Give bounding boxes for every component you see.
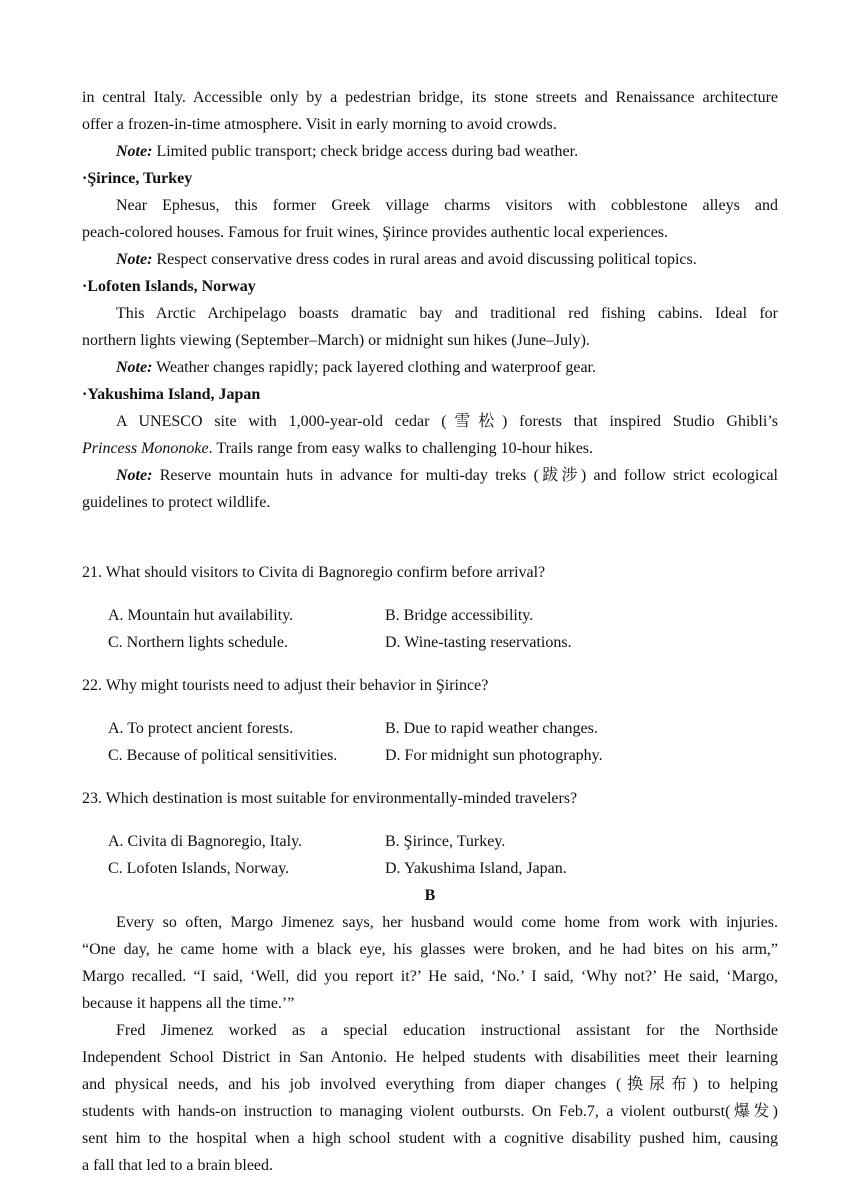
note-label: Note: bbox=[116, 359, 153, 376]
sirince-desc-line-1: Near Ephesus, this former Greek village charms visitors with cobblestone alleys and bbox=[116, 197, 778, 214]
question-stem: 23. Which destination is most suitable for environmentally-minded travelers? bbox=[82, 790, 578, 807]
passage-b-p2-line-2: Independent School District in San Antonio. He helped students with disabilities meet their learning bbox=[82, 1049, 778, 1066]
option-d: D. Wine-tasting reservations. bbox=[385, 634, 572, 651]
question-22 bbox=[82, 672, 778, 769]
question-23 bbox=[82, 785, 778, 882]
note-text: Limited public transport; check bridge access during bad weather. bbox=[152, 143, 579, 160]
option-row bbox=[82, 715, 778, 742]
option-b: B. Due to rapid weather changes. bbox=[385, 720, 598, 737]
question-stem: 21. What should visitors to Civita di Bagnoregio confirm before arrival? bbox=[82, 564, 546, 581]
sirince-note bbox=[82, 246, 778, 273]
note-label: Note: bbox=[116, 143, 153, 160]
passage-b-p2-line-5: sent him to the hospital when a high school student with a cognitive disability pushed him, causing bbox=[82, 1130, 778, 1147]
passage-b-p2-line-1: Fred Jimenez worked as a special education instructional assistant for the Northside bbox=[116, 1022, 778, 1039]
passage-b-p1-line-2: “One day, he came home with a black eye, his glasses were broken, and he had bites on his arm,” bbox=[82, 941, 778, 958]
passage-b-p2-line-3: and physical needs, and his job involved everything from diaper changes (换尿布) to helping bbox=[82, 1076, 778, 1093]
section-b-heading: B bbox=[424, 887, 436, 904]
lofoten-note bbox=[82, 354, 778, 381]
lofoten-heading: ·Lofoten Islands, Norway bbox=[82, 278, 256, 295]
option-a: A. Mountain hut availability. bbox=[108, 607, 294, 624]
option-row bbox=[82, 742, 778, 769]
option-b: B. Bridge accessibility. bbox=[385, 607, 534, 624]
note-label: Note: bbox=[116, 251, 153, 268]
civita-desc-line-1: in central Italy. Accessible only by a pedestrian bridge, its stone streets and Renaissance architecture bbox=[82, 89, 778, 106]
civita-note bbox=[82, 138, 778, 165]
lofoten-desc-line-1: This Arctic Archipelago boasts dramatic bay and traditional red fishing cabins. Ideal for bbox=[116, 305, 778, 322]
civita-desc-line-2: offer a frozen-in-time atmosphere. Visit in early morning to avoid crowds. bbox=[82, 116, 557, 133]
option-c: C. Northern lights schedule. bbox=[108, 634, 288, 651]
passage-b-p1-line-1: Every so often, Margo Jimenez says, her husband would come home from work with injuries. bbox=[116, 914, 778, 931]
option-row bbox=[82, 828, 778, 855]
option-d: D. Yakushima Island, Japan. bbox=[385, 860, 567, 877]
option-c: C. Because of political sensitivities. bbox=[108, 747, 338, 764]
question-stem: 22. Why might tourists need to adjust their behavior in Şirince? bbox=[82, 677, 489, 694]
yakushima-desc-line-1: A UNESCO site with 1,000-year-old cedar (雪松) forests that inspired Studio Ghibli’s bbox=[116, 413, 778, 430]
option-a: A. Civita di Bagnoregio, Italy. bbox=[108, 833, 303, 850]
question-21 bbox=[82, 559, 778, 656]
option-d: D. For midnight sun photography. bbox=[385, 747, 603, 764]
document-content bbox=[82, 84, 778, 1179]
yakushima-desc-line-2 bbox=[82, 435, 778, 462]
option-a: A. To protect ancient forests. bbox=[108, 720, 294, 737]
yakushima-note bbox=[82, 462, 778, 489]
option-c: C. Lofoten Islands, Norway. bbox=[108, 860, 290, 877]
passage-b-p1-line-4: because it happens all the time.’” bbox=[82, 995, 295, 1012]
option-row bbox=[82, 602, 778, 629]
option-row bbox=[82, 855, 778, 882]
note-text: Weather changes rapidly; pack layered clothing and waterproof gear. bbox=[152, 359, 596, 376]
note-label: Note: bbox=[116, 467, 153, 484]
note-text: Reserve mountain huts in advance for multi-day treks (跋涉) and follow strict ecological bbox=[152, 467, 778, 484]
sirince-heading: ·Şirince, Turkey bbox=[82, 170, 193, 187]
film-title: Princess Mononoke bbox=[82, 440, 209, 457]
option-b: B. Şirince, Turkey. bbox=[385, 833, 506, 850]
yakushima-note-line-2: guidelines to protect wildlife. bbox=[82, 494, 271, 511]
note-text: Respect conservative dress codes in rural areas and avoid discussing political topics. bbox=[152, 251, 697, 268]
yakushima-heading: ·Yakushima Island, Japan bbox=[82, 386, 261, 403]
sirince-desc-line-2: peach-colored houses. Famous for fruit wines, Şirince provides authentic local experiences. bbox=[82, 224, 669, 241]
option-row bbox=[82, 629, 778, 656]
passage-b-p2-line-4: students with hands-on instruction to managing violent outbursts. On Feb.7, a violent outburst(爆发) bbox=[82, 1103, 778, 1120]
passage-b-p2-line-6: a fall that led to a brain bleed. bbox=[82, 1157, 274, 1174]
passage-b-p1-line-3: Margo recalled. “I said, ‘Well, did you report it?’ He said, ‘No.’ I said, ‘Why not?’ He said, ‘Margo, bbox=[82, 968, 778, 985]
yakushima-desc-rest: . Trails range from easy walks to challenging 10-hour hikes. bbox=[208, 440, 594, 457]
spacer bbox=[82, 516, 778, 543]
lofoten-desc-line-2: northern lights viewing (September–March) or midnight sun hikes (June–July). bbox=[82, 332, 590, 349]
